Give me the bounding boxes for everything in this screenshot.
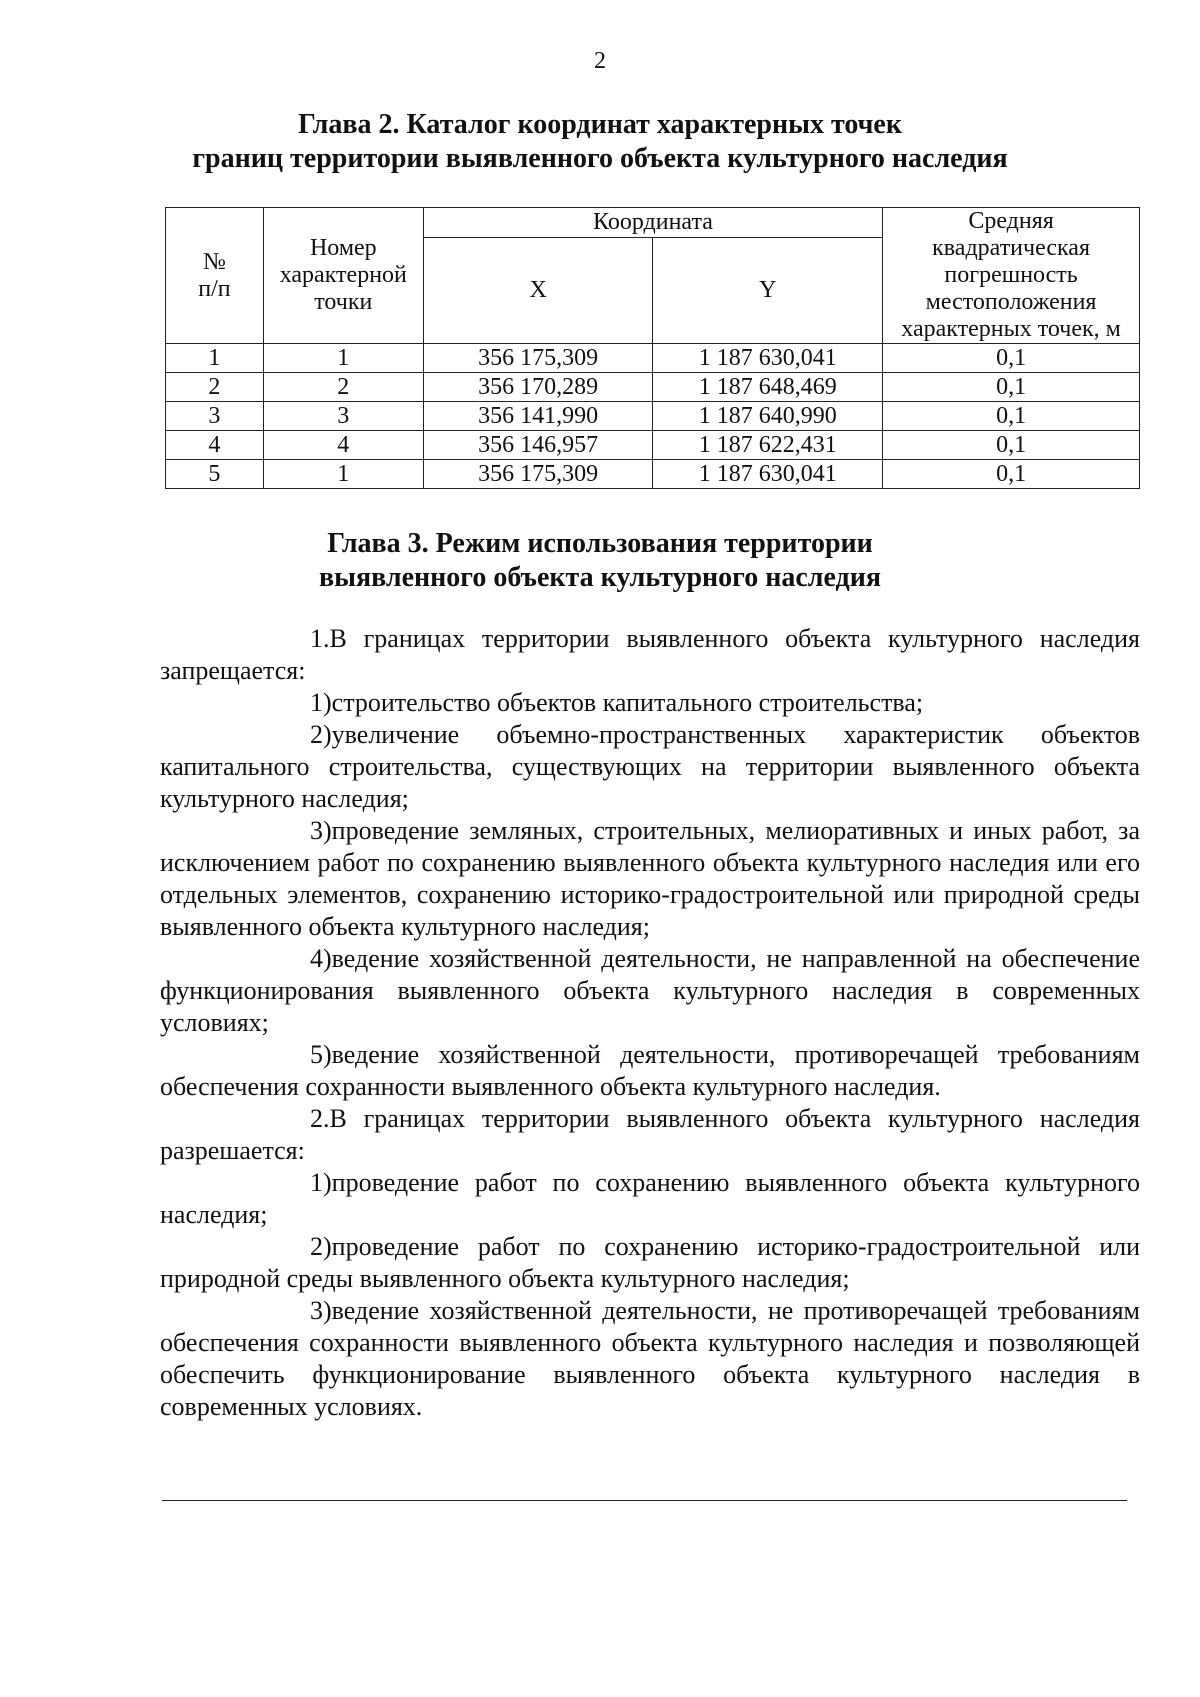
paragraph: [160, 1231, 1140, 1295]
table-row: [166, 460, 1140, 489]
cell-x: 356 175,309: [423, 344, 653, 373]
paragraph-text: проведение работ по сохранению историко-градостроительной или природной среды выявленного объекта культурного наследия;: [160, 1232, 1140, 1293]
chapter-3-title-line-1: Глава 3. Режим использования территории: [327, 528, 873, 559]
coordinates-table: [165, 207, 1140, 489]
paragraph: [160, 1295, 1140, 1423]
paragraph: [160, 1039, 1140, 1103]
paragraph-number: 1.: [310, 624, 330, 653]
table-row: [166, 373, 1140, 402]
page-number: 2: [594, 48, 606, 74]
paragraph-number: 2.: [310, 1104, 330, 1133]
paragraph-text: увеличение объемно-пространственных характеристик объектов капитального строительства, существующих на территории выявленного объекта культурного наследия;: [160, 720, 1140, 813]
cell-point-number: 4: [263, 431, 423, 460]
cell-error: 0,1: [883, 373, 1140, 402]
cell-y: 1 187 640,990: [653, 402, 883, 431]
paragraph: [160, 719, 1140, 815]
cell-x: 356 146,957: [423, 431, 653, 460]
paragraph-text: В границах территории выявленного объекта культурного наследия разрешается:: [160, 1104, 1140, 1165]
header-y: Y: [653, 238, 883, 344]
cell-error: 0,1: [883, 344, 1140, 373]
chapter-2-title: [0, 108, 1200, 176]
paragraph-text: ведение хозяйственной деятельности, не направленной на обеспечение функционирования выявленного объекта культурного наследия в современных условиях;: [160, 944, 1140, 1037]
paragraph-text: В границах территории выявленного объекта культурного наследия запрещается:: [160, 624, 1140, 685]
header-x: X: [423, 238, 653, 344]
paragraph-text: проведение земляных, строительных, мелиоративных и иных работ, за исключением работ по сохранению выявленного объекта культурного наследия или его отдельных элементов, сохранению историко-градостроительной или природной среды выявленного объекта культурного наследия;: [160, 816, 1140, 941]
cell-row-number: 4: [166, 431, 264, 460]
cell-row-number: 5: [166, 460, 264, 489]
header-mean-square-error: Средняя квадратическая погрешность местоположения характерных точек, м: [883, 208, 1140, 344]
cell-x: 356 175,309: [423, 460, 653, 489]
cell-row-number: 3: [166, 402, 264, 431]
chapter-2-title-line-2: границ территории выявленного объекта культурного наследия: [192, 143, 1008, 174]
paragraph: [160, 1167, 1140, 1231]
cell-point-number: 1: [263, 460, 423, 489]
paragraph-text: ведение хозяйственной деятельности, не противоречащей требованиям обеспечения сохранности выявленного объекта культурного наследия и позволяющей обеспечить функционирование выявленного объекта культурного наследия в современных условиях.: [160, 1296, 1140, 1421]
paragraph-number: 4): [310, 944, 332, 973]
chapter-2-title-line-1: Глава 2. Каталог координат характерных точек: [298, 109, 902, 140]
chapter-3-body: [160, 623, 1140, 1423]
paragraph-number: 3): [310, 816, 332, 845]
cell-y: 1 187 622,431: [653, 431, 883, 460]
cell-error: 0,1: [883, 431, 1140, 460]
paragraph-number: 1): [310, 688, 332, 717]
cell-error: 0,1: [883, 460, 1140, 489]
paragraph-text: строительство объектов капитального строительства;: [331, 688, 924, 717]
cell-point-number: 3: [263, 402, 423, 431]
table-row: [166, 344, 1140, 373]
chapter-3-title-line-2: выявленного объекта культурного наследия: [319, 562, 881, 593]
paragraph-number: 3): [310, 1296, 332, 1325]
cell-row-number: 2: [166, 373, 264, 402]
paragraph-number: 5): [310, 1040, 332, 1069]
chapter-3-title: [0, 527, 1200, 595]
paragraph: [160, 943, 1140, 1039]
table-row: [166, 402, 1140, 431]
cell-point-number: 2: [263, 373, 423, 402]
paragraph: [160, 687, 1140, 719]
bottom-divider: [162, 1500, 1127, 1501]
cell-point-number: 1: [263, 344, 423, 373]
paragraph: [160, 1103, 1140, 1167]
paragraph-text: ведение хозяйственной деятельности, противоречащей требованиям обеспечения сохранности выявленного объекта культурного наследия.: [160, 1040, 1140, 1101]
cell-error: 0,1: [883, 402, 1140, 431]
cell-x: 356 141,990: [423, 402, 653, 431]
header-coordinate: Координата: [423, 208, 882, 238]
header-row-number: № п/п: [166, 208, 264, 344]
paragraph-number: 2): [310, 720, 332, 749]
paragraph-number: 1): [310, 1168, 332, 1197]
cell-y: 1 187 630,041: [653, 460, 883, 489]
table-row: [166, 431, 1140, 460]
cell-y: 1 187 648,469: [653, 373, 883, 402]
cell-x: 356 170,289: [423, 373, 653, 402]
header-point-number: Номер характерной точки: [263, 208, 423, 344]
paragraph: [160, 815, 1140, 943]
cell-y: 1 187 630,041: [653, 344, 883, 373]
cell-row-number: 1: [166, 344, 264, 373]
paragraph-text: проведение работ по сохранению выявленного объекта культурного наследия;: [160, 1168, 1140, 1229]
paragraph: [160, 623, 1140, 687]
paragraph-number: 2): [310, 1232, 332, 1261]
